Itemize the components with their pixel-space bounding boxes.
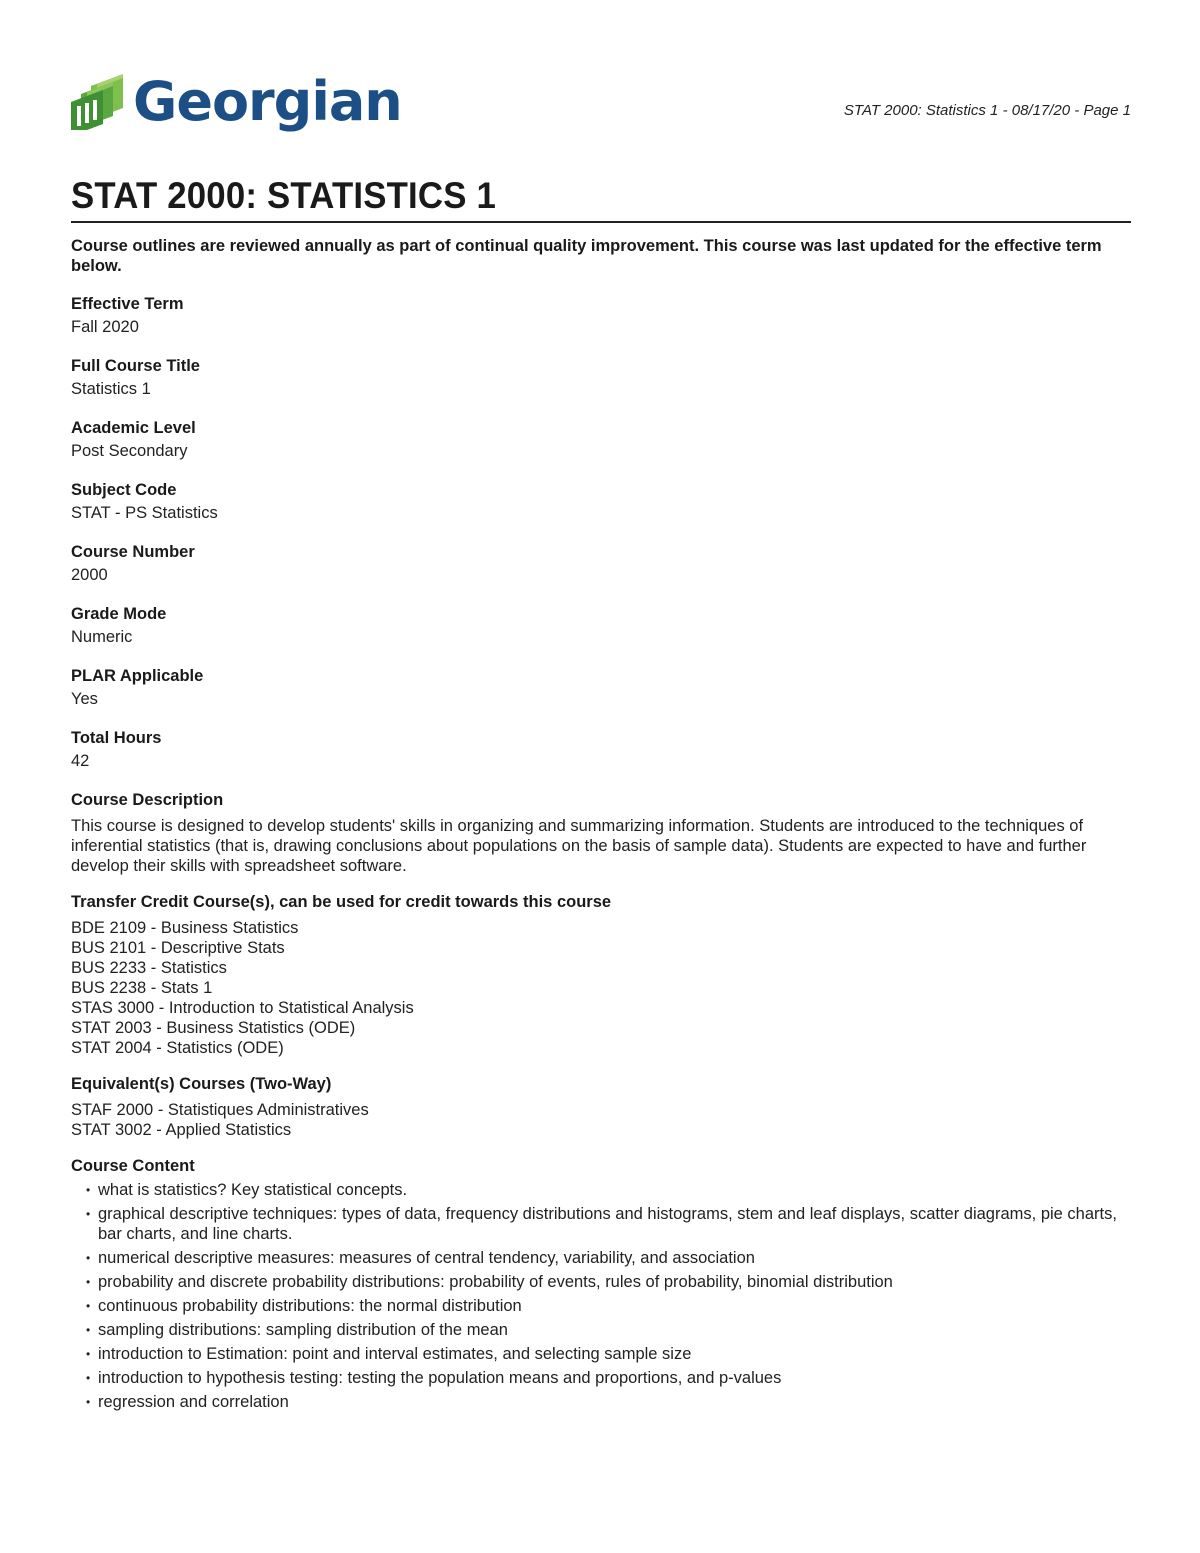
- field-label: Effective Term: [71, 295, 184, 313]
- transfer-credit-list: [71, 918, 1131, 1058]
- field-value: 42: [71, 752, 90, 770]
- list-item: • probability and discrete probability distributions: probability of events, rules of probability, binomial distribution: [71, 1272, 1131, 1292]
- field-total-hours: [71, 728, 1131, 774]
- course-description-section: [71, 790, 1131, 876]
- georgian-logo: [71, 70, 402, 133]
- equivalent-courses-list: [71, 1100, 1131, 1140]
- field-value: Numeric: [71, 628, 133, 646]
- section-label: Equivalent(s) Courses (Two-Way): [71, 1075, 332, 1093]
- list-item: • graphical descriptive techniques: types of data, frequency distributions and histograms, stem and leaf displays, scatter diagrams, pie charts, bar charts, and line charts.: [71, 1204, 1131, 1244]
- list-item: • introduction to hypothesis testing: testing the population means and proportions, and p-values: [71, 1368, 1131, 1388]
- field-full-course-title: [71, 356, 1131, 402]
- field-value: Statistics 1: [71, 380, 151, 398]
- field-subject-code: [71, 480, 1131, 526]
- field-label: Academic Level: [71, 419, 196, 437]
- field-value: Yes: [71, 690, 98, 708]
- list-item: • sampling distributions: sampling distribution of the mean: [71, 1320, 1131, 1340]
- logo-wordmark: Georgian: [133, 70, 402, 133]
- field-value: Post Secondary: [71, 442, 188, 460]
- list-item: STAT 3002 - Applied Statistics: [71, 1121, 292, 1139]
- section-label: Transfer Credit Course(s), can be used for credit towards this course: [71, 893, 612, 911]
- course-content-list: [71, 1180, 1131, 1412]
- title-divider: [71, 221, 1131, 223]
- list-item: STAS 3000 - Introduction to Statistical Analysis: [71, 999, 414, 1017]
- field-value: STAT - PS Statistics: [71, 504, 218, 522]
- field-label: Total Hours: [71, 729, 162, 747]
- list-item: STAT 2004 - Statistics (ODE): [71, 1039, 284, 1057]
- course-description-text: This course is designed to develop students' skills in organizing and summarizing information. Students are introduced to the techniques of inferential statistics (that is, drawing conclusions about populations on the basis of sample data). Students are expected to have and further develop their skills with spreadsheet software.: [71, 817, 1087, 875]
- list-item: BUS 2101 - Descriptive Stats: [71, 939, 285, 957]
- course-content-section: [71, 1156, 1131, 1412]
- list-item: • continuous probability distributions: the normal distribution: [71, 1296, 1131, 1316]
- field-value: 2000: [71, 566, 108, 584]
- field-plar-applicable: [71, 666, 1131, 712]
- section-label: Course Content: [71, 1157, 195, 1175]
- georgian-logo-icon: [71, 72, 127, 130]
- field-label: Grade Mode: [71, 605, 167, 623]
- field-course-number: [71, 542, 1131, 588]
- section-label: Course Description: [71, 791, 224, 809]
- list-item: • what is statistics? Key statistical concepts.: [71, 1180, 1131, 1200]
- field-label: PLAR Applicable: [71, 667, 204, 685]
- list-item: • numerical descriptive measures: measures of central tendency, variability, and association: [71, 1248, 1131, 1268]
- document-title: STAT 2000: STATISTICS 1: [71, 175, 496, 216]
- list-item: BUS 2238 - Stats 1: [71, 979, 213, 997]
- field-value: Fall 2020: [71, 318, 139, 336]
- field-label: Course Number: [71, 543, 195, 561]
- course-details: [71, 294, 1131, 1428]
- list-item: • introduction to Estimation: point and interval estimates, and selecting sample size: [71, 1344, 1131, 1364]
- transfer-credit-section: [71, 892, 1131, 1058]
- list-item: • regression and correlation: [71, 1392, 1131, 1412]
- field-grade-mode: [71, 604, 1131, 650]
- intro-note: Course outlines are reviewed annually as part of continual quality improvement. This course was last updated for the effective term below.: [71, 237, 1102, 275]
- field-academic-level: [71, 418, 1131, 464]
- field-label: Full Course Title: [71, 357, 200, 375]
- page-meta: STAT 2000: Statistics 1 - 08/17/20 - Page 1: [843, 102, 1131, 119]
- field-effective-term: [71, 294, 1131, 340]
- list-item: STAT 2003 - Business Statistics (ODE): [71, 1019, 356, 1037]
- field-label: Subject Code: [71, 481, 177, 499]
- list-item: STAF 2000 - Statistiques Administratives: [71, 1101, 369, 1119]
- list-item: BUS 2233 - Statistics: [71, 959, 227, 977]
- list-item: BDE 2109 - Business Statistics: [71, 919, 299, 937]
- course-outline-page: [71, 0, 1131, 1411]
- page-header: [71, 0, 1131, 150]
- equivalent-courses-section: [71, 1074, 1131, 1140]
